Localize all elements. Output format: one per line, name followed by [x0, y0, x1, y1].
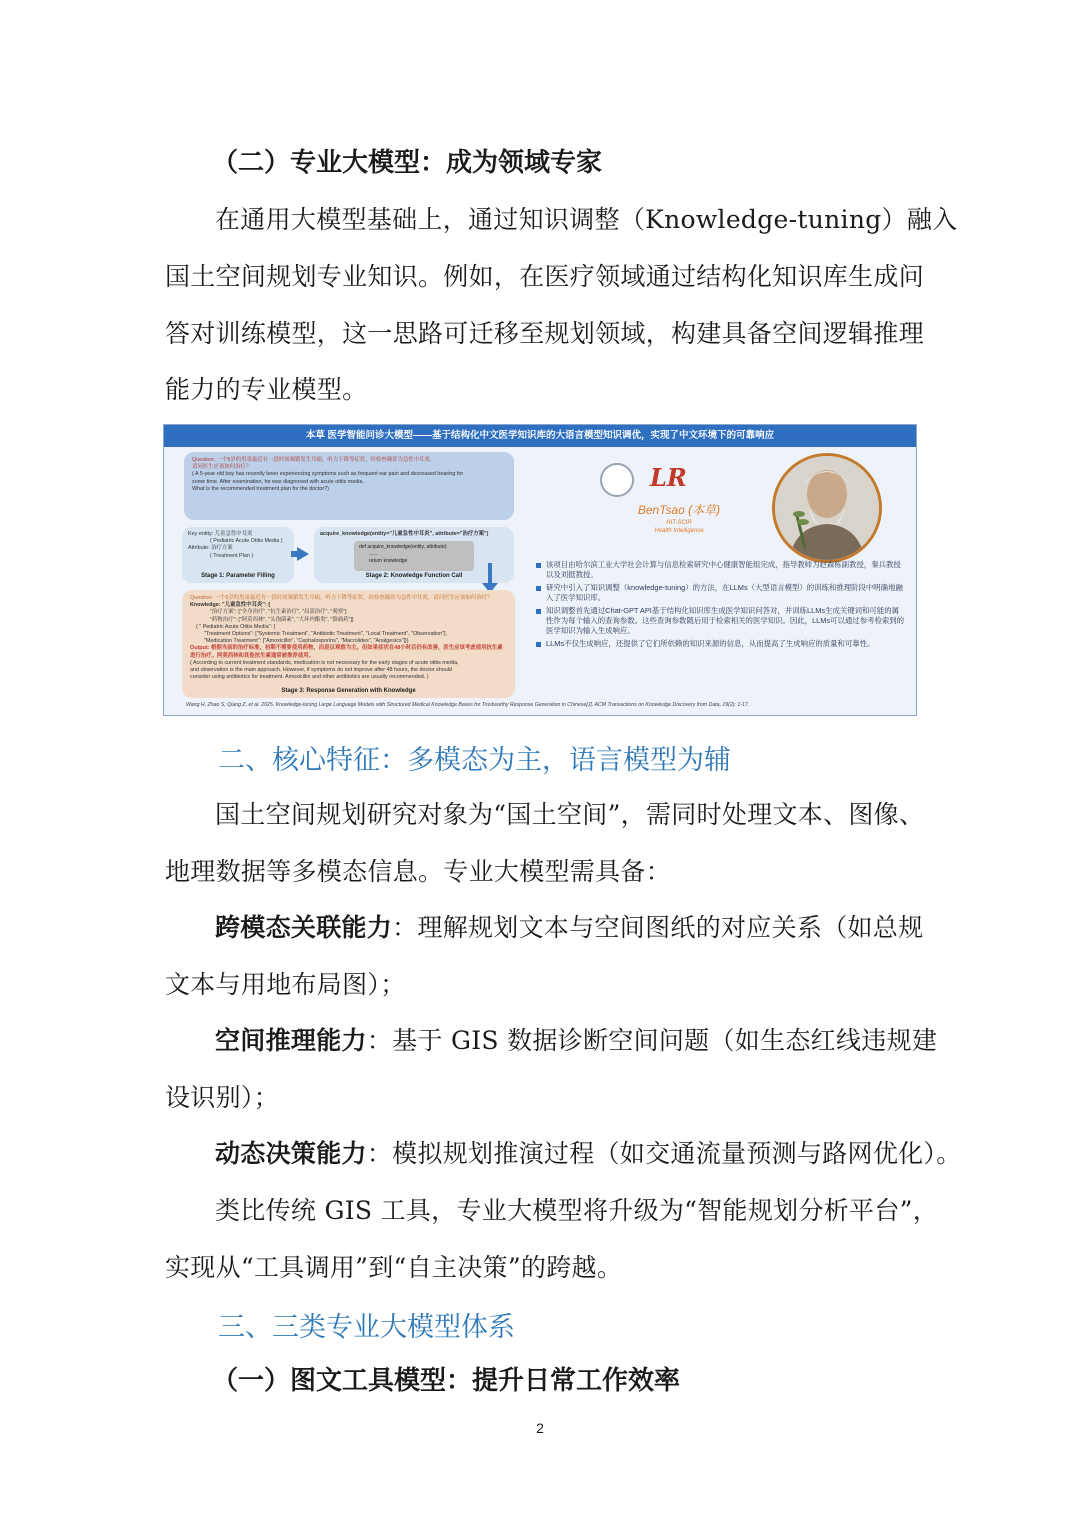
lab-logo: LR — [650, 463, 687, 492]
knowledge-text: "治疗方案": ["全身治疗", "抗生素治疗", "局部治疗", "观察"] — [210, 609, 347, 616]
bullet-list — [536, 560, 906, 652]
capability-title: 跨模态关联能力 — [215, 913, 393, 942]
page-number: 2 — [536, 1420, 544, 1436]
elder-portrait-image — [772, 453, 882, 563]
bullet-item: 研究中引入了知识调整（knowledge-tuning）的方法，在LLMs（大型语言模型）的训练和推理阶段中明确地融入了医学知识库。 — [536, 583, 906, 603]
capability-title: 动态决策能力 — [215, 1139, 367, 1168]
function-call: acquire_knowledge(entity="儿童急性中耳炎", attribute="治疗方案") — [320, 531, 489, 537]
knowledge-text: Knowledge: "儿童急性中耳炎": { — [190, 602, 271, 609]
figure-title: 本草 医学智能问诊大模型——基于结构化中文医学知识库的大语言模型知识调优，实现了中文环境下的可靠响应 — [164, 425, 916, 447]
question-text-en: ( A 5-year-old boy has recently been experiencing symptoms such as frequent ear pain and decreased hearing for — [192, 471, 464, 478]
bentsao-name: BenTsao (本草) — [637, 503, 721, 517]
question-text: 请问医生应该如何治疗？ — [192, 464, 252, 471]
code-line: ...... — [369, 551, 378, 557]
subsection-heading-graphic-tools: （一）图文工具模型：提升日常工作效率 — [212, 1366, 681, 1396]
code-line: return knowledge — [369, 558, 408, 564]
capability-text: ：基于 GIS 数据诊断空间问题（如生态红线违规建 — [366, 1026, 938, 1055]
capability-text: ：理解规划文本与空间图纸的对应关系（如总规 — [392, 913, 924, 942]
capability-title: 空间推理能力 — [215, 1026, 367, 1055]
stage1-box — [182, 527, 294, 583]
output-text-en: and observation is the main approach. However, if symptoms do not improve after 48 hours, the doctor should — [190, 667, 452, 674]
subsection-heading-specialized-models: （二）专业大模型：成为领域专家 — [212, 148, 603, 178]
attribute: Attribute: 治疗方案 — [188, 545, 233, 552]
knowledge-text: "Medication Treatment": ["Amoxicillin", "Cephalosporins", "Macrolides", "Analgesics"]}) — [204, 638, 409, 645]
bullet-item: LLMs不仅生成响应，还提供了它们所依赖的知识来源的信息，从而提高了生成响应的质量和可靠性。 — [536, 639, 906, 649]
output-text-en: consider using antibiotics for treatment. Amoxicillin and other antibiotics are usually recommended. ) — [190, 674, 429, 681]
arrow-down-icon — [488, 563, 492, 585]
paragraph-line: 文本与用地布局图）； — [165, 970, 406, 999]
bentsao-subtitle-line: Health Intelligence — [654, 528, 704, 534]
stage3-box — [182, 590, 515, 698]
question-box — [184, 452, 514, 520]
paragraph-line: 国土空间规划专业知识。例如，在医疗领域通过结构化知识库生成问 — [165, 262, 925, 291]
section-heading-three-models: 三、三类专业大模型体系 — [218, 1312, 515, 1343]
knowledge-text: ( " Pediatric Acute Otitis Media": { — [196, 623, 276, 630]
key-entity: Key entity: 儿童急性中耳炎 — [188, 531, 253, 537]
bentsao-subtitle — [624, 519, 734, 535]
paragraph-line: 地理数据等多模态信息。专业大模型需具备： — [165, 857, 672, 886]
logo-area — [594, 457, 754, 552]
output-text: Output: 根据当前的治疗标准，初期不需要使用药物，而是以观察为主。但如果症状在48小时后仍有改善，医生应该考虑使用抗生素进行治疗。阿莫西林和其他抗生素通常被推荐使用。 — [190, 645, 503, 659]
stage1-label: Stage 1: Parameter Filling — [201, 572, 275, 579]
code-line: def acquire_knowledge(entity, attribute): — [359, 544, 448, 550]
bullet-item: 知识调整首先通过Chat-GPT API基于结构化知识库生成医学知识问答对，并训练LLMs生成关键词和可能的属性作为每个输入的查询参数。这些查询参数随后用于检索相关的医学知识。因此，LLMs可以通过参考检索到的医学知识为输入生成响应。 — [536, 606, 906, 636]
paragraph-line: 设识别）； — [165, 1083, 280, 1112]
paragraph-line: 答对训练模型，这一思路可迁移至规划领域，构建具备空间逻辑推理 — [165, 319, 925, 348]
knowledge-text: "药物治疗": ["阿莫西林", "头孢菌素", "大环内酯类", "镇痛药"]} — [210, 616, 354, 623]
capability-dynamic-decision — [215, 1134, 962, 1170]
key-entity-en: ( Pediatric Acute Otitis Media ) — [210, 538, 283, 545]
code-block — [354, 541, 474, 571]
capability-spatial-reasoning — [215, 1021, 937, 1057]
arrow-right-icon — [297, 547, 309, 561]
university-seal-icon — [600, 463, 634, 497]
paragraph-line: 国土空间规划研究对象为“国土空间”，需同时处理文本、图像、 — [215, 800, 925, 829]
paragraph-line: 类比传统 GIS 工具，专业大模型将升级为“智能规划分析平台”， — [215, 1196, 939, 1225]
bullet-item: 该项目由哈尔滨工业大学社会计算与信息检索研究中心健康智能组完成，指导教师为赵森栋副教授，秦兵教授以及刘挺教授。 — [536, 560, 906, 580]
knowledge-text: "Treatment Options": ["Systemic Treatment", "Antibiotic Treatment", "Local Treatment", "Observation"], — [204, 631, 448, 638]
paragraph-line: 在通用大模型基础上，通过知识调整（Knowledge-tuning）融入 — [215, 205, 958, 234]
section-heading-core-features: 二、核心特征：多模态为主，语言模型为辅 — [218, 745, 731, 776]
paragraph-line: 实现从“工具调用”到“自主决策”的跨越。 — [165, 1253, 623, 1282]
question-text: Question: 一个5岁的男童最近有一段时间频繁发生耳痛，听力下降等症状，经检查确诊为急性中耳炎，请问医生应该如何治疗？ — [190, 595, 493, 601]
question-text-en: What is the recommended treatment plan for the doctor?) — [192, 485, 329, 492]
attribute-en: ( Treatment Plan ) — [210, 552, 254, 559]
question-text: Question: 一个5岁的男童最近有一段时间频繁发生耳痛，听力下降等症状，经检查确诊为急性中耳炎， — [192, 457, 436, 463]
bentsao-figure — [163, 424, 917, 716]
output-text-en: ( According to current treatment standards, medication is not necessary for the early stages of acute otitis media, — [190, 659, 459, 666]
question-text-en: some time. After examination, he was diagnosed with acute otitis media. — [192, 478, 364, 485]
bentsao-subtitle-line: HIT-SCIR — [666, 520, 692, 526]
stage2-label: Stage 2: Knowledge Function Call — [365, 572, 463, 579]
capability-text: ：模拟规划推演过程（如交通流量预测与路网优化）。 — [366, 1139, 962, 1168]
stage3-label: Stage 3: Response Generation with Knowledge — [281, 687, 416, 694]
paragraph-line: 能力的专业模型。 — [165, 375, 368, 404]
figure-citation: Wang H, Zhao S, Qiang Z, et al. 2025. Knowledge-tuning Large Language Models with Structured Medical Knowledge Bases for Trustworthy Response Generation in Chinese[J]. ACM Transactions on Knowledge Discovery from Data, 19(2): 1-17. — [186, 702, 750, 708]
capability-cross-modal — [215, 908, 923, 944]
